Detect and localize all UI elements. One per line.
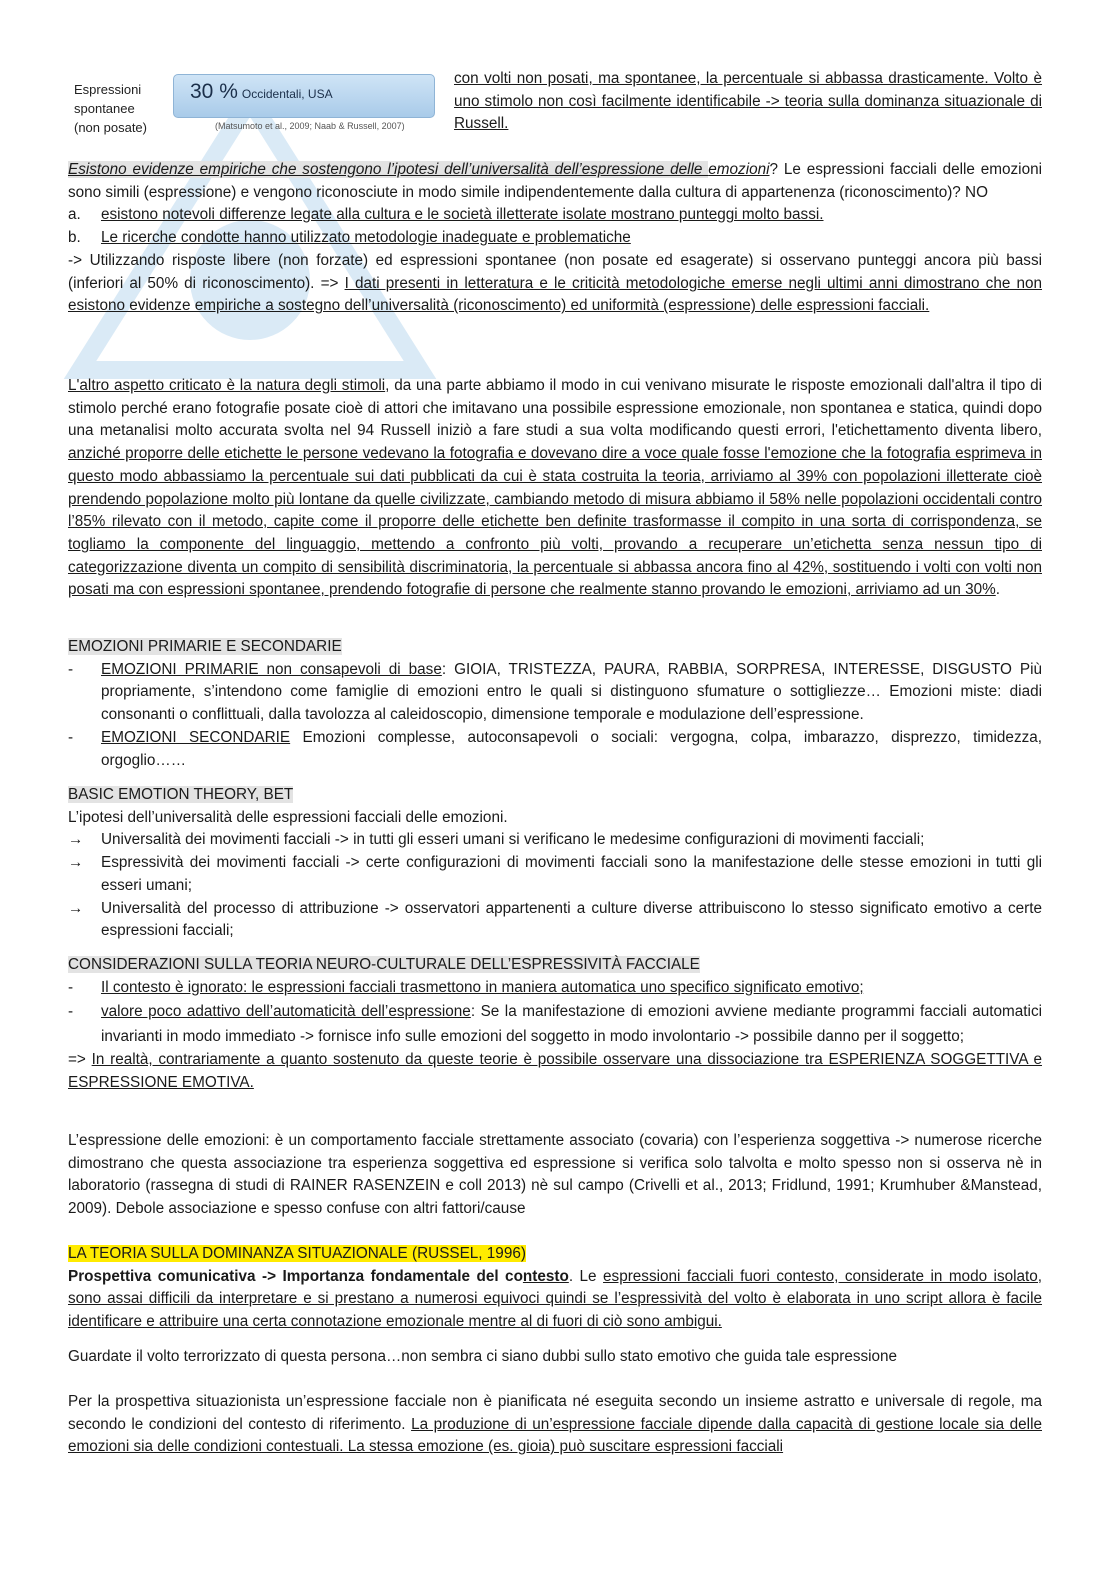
neuro-item: - valore poco adattivo dell’automaticità dell’espressione: Se la manifestazione di emozioni avviene mediante programmi facciali automatici invarianti in modo immediato -> fornisce info sulle emozioni del soggetto in modo involontario -> possibile danno per il soggetto;	[68, 1003, 1043, 1046]
evidence-conclusion: -> Utilizzando risposte libere (non forzate) ed espressioni spontanee (non posate ed esagerate) si osservano punteggi ancora più bassi (inferiori al 50% di riconoscimento). => I dati presenti in letteratura e le criticità metodologiche emerse negli ultimi anni dimostrano che non esistono evidenze empiriche a sostegno dell’universalità (riconoscimento) ed uniformità (espressione) delle espressioni facciali.	[68, 251, 1043, 315]
figure-population: Occidentali, USA	[241, 87, 333, 101]
bet-item: → Universalità del processo di attribuzione -> osservatori appartenenti a culture diverse attribuiscono lo stesso significato emotivo a certe espressioni facciali;	[68, 899, 1042, 940]
dominance-paragraph: Prospettiva comunicativa -> Importanza fondamentale del contesto. Le espressioni facciali fuori contesto, considerate in modo isolato, sono assai difficili da interpretare e si prestano a numerosi equivoci quindi se l’espressività del volto è elaborata in uno script allora è facile identificare e attribuire una certa connotazione emozionale mentre al di fuori di ciò sono ambigui.	[68, 1267, 1043, 1331]
emotions-heading: EMOZIONI PRIMARIE E SECONDARIE	[68, 638, 342, 655]
bet-intro: L’ipotesi dell’universalità delle espressioni facciali delle emozioni.	[68, 808, 508, 826]
figure-source: (Matsumoto et al., 2009; Naab & Russell, 2007)	[215, 121, 405, 131]
bet-item: → Espressività dei movimenti facciali -> certe configurazioni di movimenti facciali sono la manifestazione delle stesse emozioni in tutti gli esseri umani;	[68, 854, 1042, 894]
dominance-heading: LA TEORIA SULLA DOMINANZA SITUAZIONALE (RUSSEL, 1996)	[68, 1245, 526, 1262]
secondary-emotions-item: - EMOZIONI SECONDARIE Emozioni complesse, autoconsapevoli o sociali: vergogna, colpa, imbarazzo, disprezzo, timidezza, orgoglio……	[68, 728, 1042, 769]
neuro-heading: CONSIDERAZIONI SULLA TEORIA NEURO-CULTURALE DELL’ESPRESSIVITÀ FACCIALE	[68, 956, 700, 973]
figure-percent: 30 % Occidentali, USA	[190, 80, 333, 103]
primary-emotions-item: - EMOZIONI PRIMARIE non consapevoli di base: GIOIA, TRISTEZZA, PAURA, RABBIA, SORPRESA, INTERESSE, DISGUSTO Più propriamente, s’intendono come famiglie di emozioni entro le quali si distinguono sfumature o sottigliezze… Emozioni miste: diadi consonanti o conflittuali, dalla tavolozza al caleidoscopio, dimensione temporale e modulazione dell’espressione.	[68, 660, 1042, 724]
intro-paragraph: con volti non posati, ma spontanee, la percentuale si abbassa drasticamente. Volto è uno stimolo non così facilmente identificabile -> teoria sulla dominanza situazionale di Russell.	[454, 70, 1042, 133]
neuro-item: - Il contesto è ignorato: le espressioni facciali trasmettono in maniera automatica uno specifico significato emotivo;	[68, 978, 864, 996]
evidence-item-a: a. esistono notevoli differenze legate alla cultura e le società illetterate isolate mostrano punteggi molto bassi.	[68, 206, 824, 224]
bet-section	[68, 784, 1042, 943]
situationist-paragraph: Per la prospettiva situazionista un’espressione facciale non è pianificata né eseguita secondo un insieme astratto e universale di regole, ma secondo le condizioni del contesto di riferimento. La produzione di un’espressione facciale dipende dalla capacità di gestione locale sia delle emozioni sia delle condizioni contestuali. La stessa emozione (es. gioia) può suscitare espressioni facciali	[68, 1393, 1042, 1456]
figure-label: Espressioni spontanee (non posate)	[74, 82, 147, 135]
bet-item: → Universalità dei movimenti facciali -> in tutti gli esseri umani si verificano le medesime configurazioni di movimenti facciali;	[68, 831, 925, 849]
dominance-section	[68, 1243, 1042, 1334]
emotions-section	[68, 636, 1042, 772]
neuro-section	[68, 954, 1042, 1095]
evidence-item-b: b. Le ricerche condotte hanno utilizzato metodologie inadeguate e problematiche	[68, 229, 631, 247]
bet-heading: BASIC EMOTION THEORY, BET	[68, 786, 294, 803]
neuro-conclusion: => In realtà, contrariamente a quanto sostenuto da queste teorie è possibile osservare una dissociazione tra ESPERIENZA SOGGETTIVA e ESPRESSIONE EMOTIVA.	[68, 1051, 1042, 1092]
expression-paragraph: L’espressione delle emozioni: è un comportamento facciale strettamente associato (covaria) con l’esperienza soggettiva -> numerose ricerche dimostrano che questa associazione tra esperienza soggettiva ed espressione si verifica solo talvolta e molto spesso non si osserva nè in laboratorio (rassegna di studi di RAINER RASENZEIN e coll 2013) nè sul campo (Crivelli et al., 2013; Fridlund, 1991; Krumhuber &Manstead, 2009). Debole associazione e spesso confuse con altri fattori/cause	[68, 1132, 1042, 1218]
stimuli-paragraph: L'altro aspetto criticato è la natura degli stimoli, da una parte abbiamo il modo in cui venivano misurate le risposte emozionali dall'altra il tipo di stimolo perché erano fotografie posate cioè di attori che imitavano una possibile espressione emozionale, non spontanea e statica, quindi dopo una metanalisi molto accurata svolta nel 94 Russell iniziò a fare studi a sua volta modificando questi errori, l'etichettamento diventa libero, anziché proporre delle etichette le persone vedevano la fotografia e dovevano dire a voce quale fosse l'emozione che la fotografia esprimeva in questo modo abbassiamo la percentuale sui dati pubblicati da cui è stata costruita la teoria, arriviamo al 39% con popolazioni illetterate cioè prendendo popolazione molto più lontane da quelle civilizzate, cambiando metodo di misura abbiamo il 58% nelle popolazioni occidentali contro l’85% rilevato con il metodo, capite come il proporre delle etichette ben definite trasformasse il compito in una sorta di corrispondenza, se togliamo la componente del linguaggio, mettendo a confronto più volti, provando a recuperare un’etichetta senza nessun tipo di categorizzazione diventa un compito di sensibilità discriminatoria, la percentuale si abbassa ancora fino al 42%, sostituendo i volti con volti non posati ma con espressioni spontanee, prendendo fotografie di persone che realmente stanno provando le emozioni, arriviamo ad un 30%.	[68, 377, 1043, 599]
evidence-section	[68, 159, 1042, 318]
face-paragraph: Guardate il volto terrorizzato di questa persona…non sembra ci siano dubbi sullo stato emotivo che guida tale espressione	[68, 1348, 898, 1365]
evidence-question: Esistono evidenze empiriche che sostengono l’ipotesi dell’universalità dell’espressione delle emozioni? Le espressioni facciali delle emozioni sono simili (espressione) e vengono riconosciute in modo simile indipendentemente dalla cultura di appartenenza (riconoscimento)? NO	[68, 161, 1042, 201]
